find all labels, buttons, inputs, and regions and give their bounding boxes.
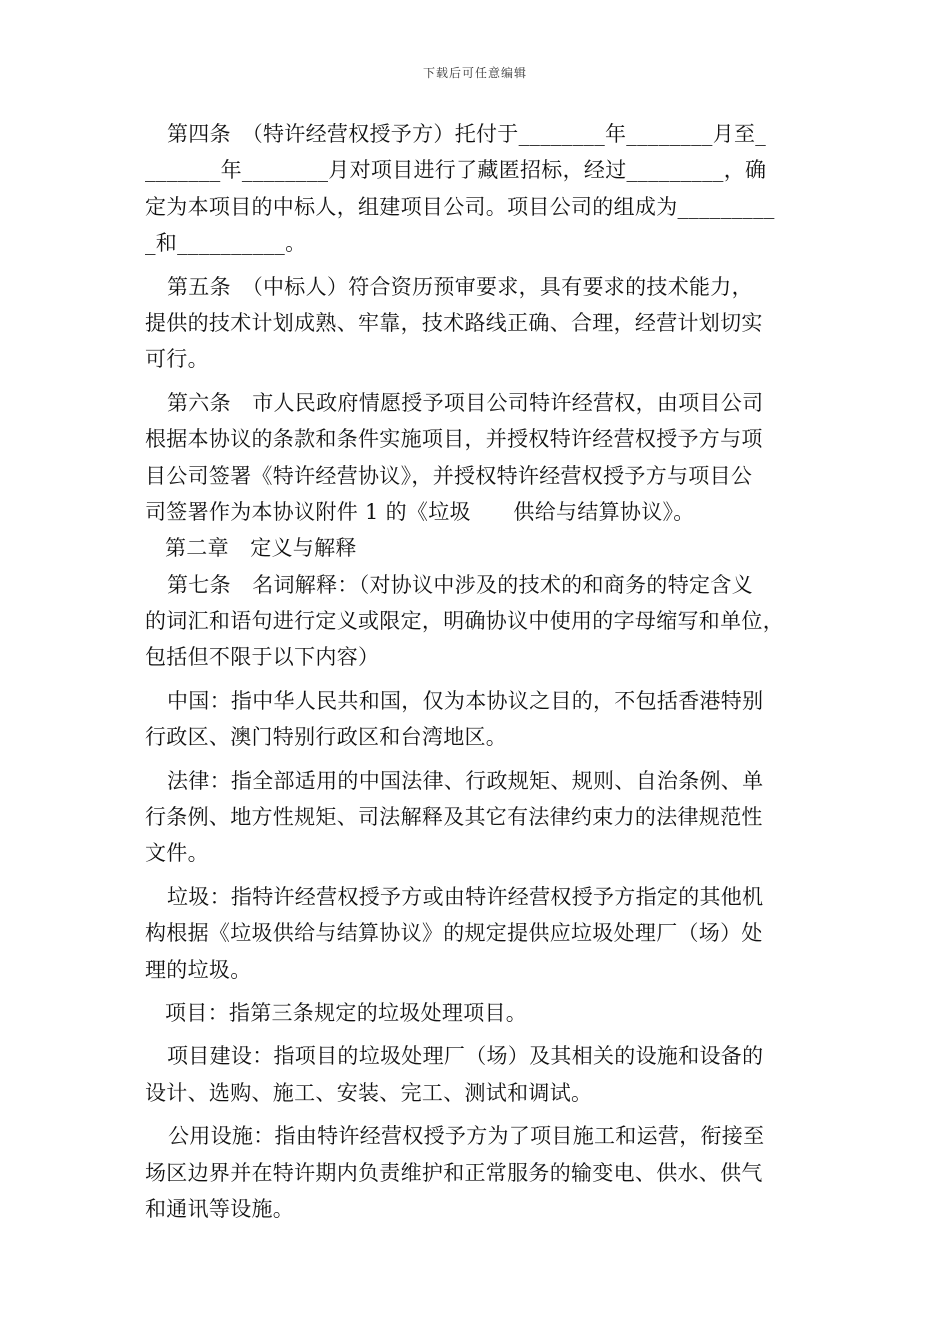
definition-china: [145, 683, 810, 756]
text-line: 法律：指全部适用的中国法律、行政规矩、规则、自治条例、单: [167, 768, 764, 793]
article-6: [145, 385, 810, 531]
text-line: 构根据《垃圾供给与结算协议》的规定提供应垃圾处理厂（场）处: [145, 921, 763, 946]
text-line: 行条例、地方性规矩、司法解释及其它有法律约束力的法律规范性: [145, 805, 763, 830]
text-line: 和通讯等设施。: [145, 1196, 295, 1221]
text-line: 项目建设：指项目的垃圾处理厂（场）及其相关的设施和设备的: [167, 1044, 764, 1069]
chapter-2-heading: [145, 530, 810, 566]
text-line: 第四条 （特许经营权授予方）托付于________年________月至_: [167, 122, 767, 146]
article-5: [145, 269, 810, 378]
text-line: 文件。: [145, 841, 209, 866]
text-line: 提供的技术计划成熟、牢靠，技术路线正确、合理，经营计划切实: [145, 310, 763, 335]
document-body: [145, 116, 810, 1227]
text-line: 定为本项目的中标人，组建项目公司。项目公司的组成为_________: [145, 194, 775, 219]
text-line: 第七条 名词解释：（对协议中涉及的技术的和商务的特定含义: [167, 572, 753, 597]
text-line: 场区边界并在特许期内负责维护和正常服务的输变电、供水、供气: [145, 1160, 763, 1185]
article-7: [145, 567, 810, 676]
text-line: 第六条 市人民政府情愿授予项目公司特许经营权，由项目公司: [167, 390, 764, 415]
chapter-title: 第二章 定义与解释: [165, 536, 357, 561]
text-line: 第五条 （中标人）符合资历预审要求，具有要求的技术能力，: [167, 274, 753, 299]
text-line: 的词汇和语句进行定义或限定，明确协议中使用的字母缩写和单位，: [145, 609, 784, 634]
definition-project: [145, 995, 810, 1031]
definition-project-construction: [145, 1038, 810, 1111]
text-line: 公用设施：指由特许经营权授予方为了项目施工和运营，衔接至: [168, 1124, 765, 1149]
text-line: 项目：指第三条规定的垃圾处理项目。: [165, 1000, 528, 1025]
text-line: 目公司签署《特许经营协议》，并授权特许经营权授予方与项目公: [145, 463, 753, 488]
text-line: _______年________月对项目进行了藏匿招标，经过_________，确: [145, 158, 767, 183]
text-line: 行政区、澳门特别行政区和台湾地区。: [145, 725, 508, 750]
text-line: _和__________。: [145, 231, 307, 256]
article-4: [145, 116, 810, 262]
text-line: 根据本协议的条款和条件实施项目，并授权特许经营权授予方与项: [145, 427, 763, 452]
text-line: 理的垃圾。: [145, 957, 252, 982]
text-line: 中国：指中华人民共和国，仅为本协议之目的，不包括香港特别: [167, 688, 764, 713]
page-header: 下载后可任意编辑: [422, 66, 527, 80]
definition-garbage: [145, 879, 810, 988]
definition-public-facilities: [145, 1118, 810, 1227]
text-line: 包括但不限于以下内容）: [145, 645, 380, 670]
text-line: 垃圾：指特许经营权授予方或由特许经营权授予方指定的其他机: [167, 884, 764, 909]
text-line: 设计、选购、施工、安装、完工、测试和调试。: [145, 1080, 593, 1105]
definition-law: [145, 763, 810, 872]
text-line: 可行。: [145, 347, 209, 372]
text-line: 司签署作为本协议附件 1 的《垃圾 供给与结算协议》。: [145, 499, 695, 524]
